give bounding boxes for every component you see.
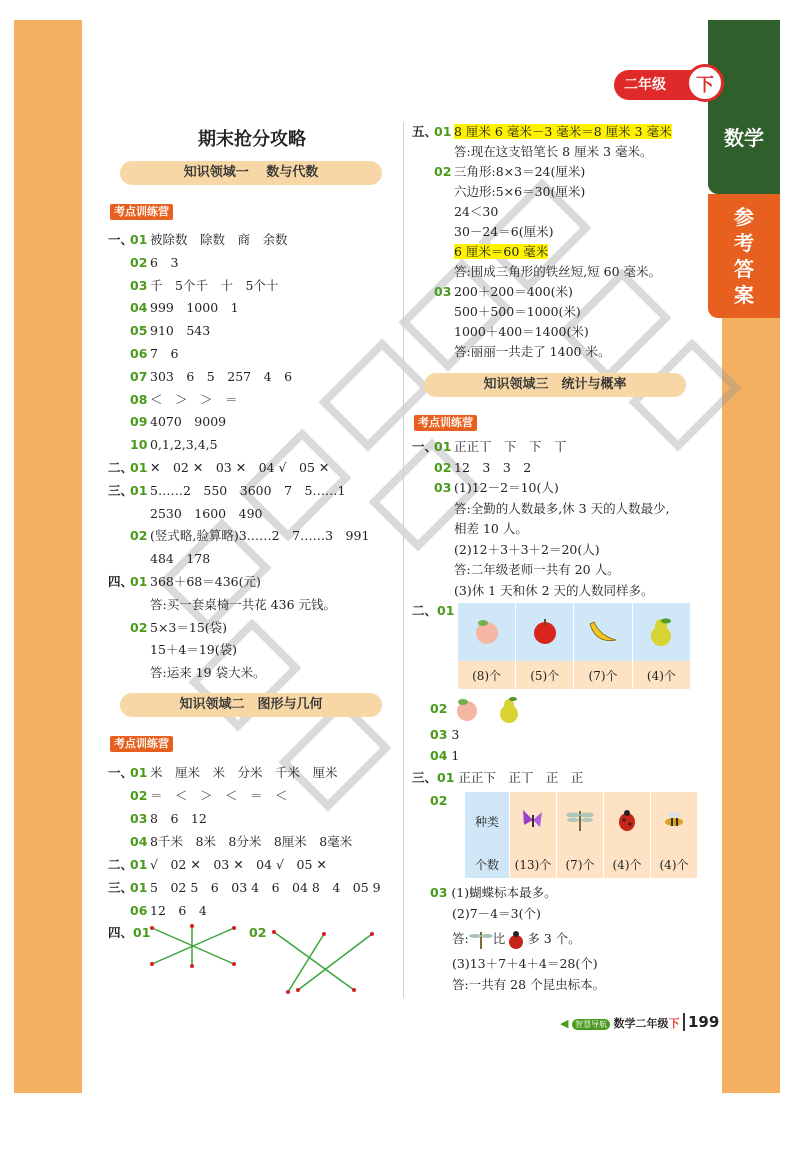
question-number: 01 bbox=[130, 482, 148, 498]
pear-icon bbox=[495, 694, 523, 724]
answer-text: √ 02 ✕ 03 ✕ 04 √ 05 ✕ bbox=[150, 857, 327, 872]
question-row bbox=[430, 699, 447, 719]
answer-text: (竖式略,验算略)3……2 7……3 991 bbox=[150, 528, 370, 544]
banana-icon bbox=[586, 616, 620, 646]
answer-text: (2)12＋3＋3＋2＝20(人) bbox=[454, 541, 600, 557]
answer-line bbox=[108, 784, 398, 807]
grade-pill: 二年级 bbox=[614, 70, 714, 100]
question-number: 02 bbox=[434, 459, 452, 475]
answer-text: 答:丽丽一共走了 1400 米。 bbox=[454, 344, 611, 359]
question-number: 01 bbox=[434, 124, 452, 139]
answer-line bbox=[108, 617, 398, 640]
question-number: 02 bbox=[430, 793, 448, 808]
question-number: 04 bbox=[430, 748, 448, 763]
answer-text: 三角形:8×3＝24(厘米) bbox=[454, 164, 586, 179]
fruit-count: (8)个 bbox=[458, 661, 516, 689]
answer-text: 5……2 550 3600 7 5……1 bbox=[150, 482, 346, 498]
answer-line bbox=[108, 389, 398, 412]
answer-line bbox=[108, 343, 398, 366]
answer-text: (1)蝴蝶标本最多。 bbox=[451, 885, 557, 900]
question-number: 02 bbox=[434, 164, 452, 179]
answer-line bbox=[108, 761, 398, 784]
question-number: 01 bbox=[437, 603, 455, 618]
answer-text: 多 3 个。 bbox=[527, 931, 581, 946]
answer-text: 15＋4＝19(袋) bbox=[150, 642, 238, 658]
section-tag: 考点训练营 bbox=[110, 736, 173, 752]
answer-text: 被除数 除数 商 余数 bbox=[150, 232, 288, 247]
answer-text: 303 6 5 257 4 6 bbox=[150, 368, 293, 384]
answer-text: 8 6 12 bbox=[150, 811, 207, 826]
question-number: 03 bbox=[434, 284, 452, 299]
answer-line bbox=[108, 320, 398, 343]
right-margin-bar bbox=[722, 300, 780, 1093]
answer-line bbox=[108, 594, 398, 617]
answer-text: 6 厘米＝60 毫米 bbox=[454, 244, 549, 259]
answer-line bbox=[108, 899, 398, 922]
answer-text: 答:运来 19 袋大米。 bbox=[150, 665, 266, 681]
question-number: 01 bbox=[130, 459, 148, 475]
fruit-count: (7)个 bbox=[574, 661, 633, 689]
question-row bbox=[430, 746, 459, 766]
answer-line bbox=[108, 662, 398, 685]
question-number: 01 bbox=[434, 439, 452, 454]
line-drawing-1 bbox=[148, 922, 238, 970]
answer-line bbox=[412, 540, 712, 561]
question-head: 三、 bbox=[108, 880, 134, 895]
answer-line bbox=[412, 202, 712, 222]
dragonfly-icon bbox=[469, 930, 493, 950]
answer-line bbox=[108, 457, 398, 480]
answer-text: 500＋500＝1000(米) bbox=[454, 304, 581, 319]
section-tag: 考点训练营 bbox=[414, 415, 477, 431]
answer-text: 答: bbox=[452, 931, 469, 946]
question-number: 01 bbox=[130, 765, 148, 780]
answer-text: 答:买一套桌椅一共花 436 元钱。 bbox=[150, 596, 337, 612]
insect-count: (4)个 bbox=[651, 850, 698, 878]
answer-line bbox=[108, 571, 398, 594]
question-number: 01 bbox=[130, 857, 148, 872]
answer-text: 24＜30 bbox=[454, 204, 499, 219]
question-number: 03 bbox=[430, 727, 448, 742]
question-number: 03 bbox=[434, 480, 452, 495]
question-number: 01 bbox=[130, 232, 148, 247]
answer-text: 7 6 bbox=[150, 345, 179, 361]
question-head: 二、 bbox=[412, 603, 438, 618]
question-head: 一、 bbox=[108, 232, 134, 247]
answer-text: 4070 9009 bbox=[150, 414, 227, 430]
question-number: 01 bbox=[133, 925, 151, 940]
question-number: 03 bbox=[430, 885, 448, 900]
answers-block-2 bbox=[108, 761, 398, 922]
answer-line bbox=[108, 830, 398, 853]
answer-text: 六边形:5×6＝30(厘米) bbox=[454, 184, 586, 199]
question-number: 03 bbox=[130, 811, 148, 826]
question-number: 02 bbox=[130, 619, 148, 635]
answer-line bbox=[412, 342, 712, 362]
insect-table bbox=[465, 792, 697, 878]
fruit-table bbox=[458, 603, 690, 689]
answer-text: 答:全勤的人数最多,休 3 天的人数最少, bbox=[454, 500, 670, 516]
answer-text: 30－24＝6(厘米) bbox=[454, 224, 554, 239]
bee-icon bbox=[661, 808, 687, 832]
answer-line bbox=[108, 480, 398, 503]
page-title: 期末抢分攻略 bbox=[198, 129, 306, 150]
answer-text: 2530 1600 490 bbox=[150, 505, 263, 521]
section-banner: 知识领域三 统计与概率 bbox=[424, 373, 686, 397]
answer-line bbox=[412, 478, 712, 499]
answer-line bbox=[412, 122, 712, 142]
question-row bbox=[412, 601, 454, 621]
answer-line bbox=[412, 519, 712, 540]
ladybug-icon bbox=[505, 930, 527, 950]
question-head: 一、 bbox=[108, 765, 134, 780]
insect-count: (13)个 bbox=[510, 850, 557, 878]
answer-text: 相差 10 人。 bbox=[454, 521, 528, 536]
answer-text: 200＋200＝400(米) bbox=[454, 284, 573, 299]
answer-line bbox=[412, 182, 712, 202]
question-number: 03 bbox=[130, 277, 148, 293]
question-head: 一、 bbox=[412, 439, 438, 454]
answer-line bbox=[108, 229, 398, 252]
question-number: 09 bbox=[130, 414, 148, 430]
answers-block-4 bbox=[412, 437, 712, 601]
question-number: 04 bbox=[130, 834, 148, 849]
answer-line bbox=[412, 437, 712, 458]
answer-text: (3)休 1 天和休 2 天的人数同样多。 bbox=[454, 582, 654, 598]
question-number: 01 bbox=[130, 880, 148, 895]
answer-text: 3 bbox=[451, 727, 460, 742]
answer-text: 5×3＝15(袋) bbox=[150, 619, 228, 635]
answer-text: (2)7－4＝3(个) bbox=[452, 906, 541, 921]
answer-label: 参考答案 bbox=[734, 205, 754, 307]
answer-text: (1)12－2＝10(人) bbox=[454, 480, 559, 495]
answer-line bbox=[412, 302, 712, 322]
answer-text: 米 厘米 米 分米 千米 厘米 bbox=[150, 765, 338, 780]
volume-badge: 下 bbox=[686, 64, 724, 102]
question-number: 07 bbox=[130, 368, 148, 384]
pear-icon bbox=[646, 615, 676, 647]
section-tag: 考点训练营 bbox=[110, 204, 173, 220]
question-head: 五、 bbox=[412, 124, 438, 139]
answer-line bbox=[412, 242, 712, 262]
answer-line bbox=[108, 411, 398, 434]
answer-line bbox=[108, 366, 398, 389]
answer-line bbox=[412, 142, 712, 162]
column-divider bbox=[403, 122, 404, 998]
fruit-count: (5)个 bbox=[516, 661, 574, 689]
answer-line bbox=[108, 639, 398, 662]
question-number: 02 bbox=[249, 925, 267, 940]
answer-text: 千 5个千 十 5个十 bbox=[150, 277, 279, 293]
answer-line bbox=[108, 434, 398, 457]
subject-label: 数学 bbox=[724, 126, 764, 150]
row-header: 个数 bbox=[465, 850, 510, 878]
answer-text: 1000＋400＝1400(米) bbox=[454, 324, 589, 339]
answer-text: 1 bbox=[451, 748, 460, 763]
question-number: 01 bbox=[130, 573, 148, 589]
question-number: 06 bbox=[130, 345, 148, 361]
question-row bbox=[430, 883, 557, 903]
answer-line bbox=[108, 853, 398, 876]
answer-line bbox=[108, 252, 398, 275]
question-number: 02 bbox=[130, 254, 148, 270]
subject-tab bbox=[708, 20, 780, 194]
footer-text: 数学二年级 bbox=[613, 1017, 669, 1030]
answer-text: 368＋68＝436(元) bbox=[150, 573, 261, 589]
answer-text: 999 1000 1 bbox=[150, 300, 239, 316]
answer-text: 8 厘米 6 毫米－3 毫米＝8 厘米 3 毫米 bbox=[454, 124, 672, 139]
row-header: 种类 bbox=[465, 792, 510, 850]
answer-line bbox=[412, 322, 712, 342]
question-number: 04 bbox=[130, 300, 148, 316]
answer-line bbox=[108, 548, 398, 571]
line-drawing-2 bbox=[268, 926, 378, 996]
question-head: 三、 bbox=[108, 482, 134, 498]
question-head: 三、 bbox=[412, 770, 438, 785]
arrow-left-icon: ◀ bbox=[560, 1017, 569, 1030]
answer-line bbox=[108, 503, 398, 526]
answer-text: 5 02 5 6 03 4 6 04 8 4 05 9 bbox=[150, 880, 381, 895]
answer-line bbox=[108, 275, 398, 298]
answer-line bbox=[412, 282, 712, 302]
question-head: 二、 bbox=[108, 459, 134, 475]
answer-text: 0,1,2,3,4,5 bbox=[150, 437, 218, 453]
question-number: 02 bbox=[430, 701, 448, 716]
answers-block-1 bbox=[108, 229, 398, 685]
answer-line bbox=[412, 581, 712, 602]
answer-text: 12 6 4 bbox=[150, 903, 207, 918]
question-head: 四、 bbox=[108, 573, 134, 589]
answer-text: 6 3 bbox=[150, 254, 179, 270]
answer-text: ＝ ＜ ＞ ＜ ＝ ＜ bbox=[150, 788, 288, 803]
insect-count: (7)个 bbox=[557, 850, 604, 878]
answer-line bbox=[108, 876, 398, 899]
question-row bbox=[430, 725, 459, 745]
answer-text: 答:现在这支铅笔长 8 厘米 3 毫米。 bbox=[454, 144, 653, 159]
question-number: 08 bbox=[130, 391, 148, 407]
answer-line bbox=[412, 560, 712, 581]
fruit-count: (4)个 bbox=[632, 661, 690, 689]
answer-line bbox=[412, 162, 712, 182]
answer-text: 答:围成三角形的铁丝短,短 60 毫米。 bbox=[454, 264, 662, 279]
brand-badge: 智慧导航 bbox=[572, 1019, 610, 1030]
question-number: 05 bbox=[130, 323, 148, 339]
answer-text: 8千米 8米 8分米 8厘米 8毫米 bbox=[150, 834, 353, 849]
question-number: 02 bbox=[130, 788, 148, 803]
question-number: 02 bbox=[130, 528, 148, 544]
question-row bbox=[108, 923, 150, 943]
page-footer bbox=[560, 1012, 719, 1032]
question-head: 二、 bbox=[108, 857, 134, 872]
question-row bbox=[452, 929, 581, 949]
answer-text: 12 3 3 2 bbox=[454, 459, 532, 475]
answer-line bbox=[108, 297, 398, 320]
answer-text: (3)13＋7＋4＋4＝28(个) bbox=[452, 956, 598, 971]
answer-text: ＜ ＞ ＞ ＝ bbox=[150, 391, 238, 407]
question-row bbox=[412, 768, 583, 788]
answer-line bbox=[108, 807, 398, 830]
answer-line bbox=[412, 458, 712, 479]
answer-text: 答:二年级老师一共有 20 人。 bbox=[454, 562, 620, 577]
answer-line bbox=[412, 499, 712, 520]
page-number: 199 bbox=[683, 1013, 719, 1031]
answer-tab bbox=[708, 194, 780, 318]
section-banner: 知识领域二 图形与几何 bbox=[120, 693, 382, 717]
question-number: 10 bbox=[130, 437, 148, 453]
answer-text: ✕ 02 ✕ 03 ✕ 04 √ 05 ✕ bbox=[150, 459, 330, 475]
answer-text: 910 543 bbox=[150, 323, 211, 339]
peach-icon bbox=[453, 696, 481, 722]
answer-text: 正正丅 下 下 丅 bbox=[454, 439, 567, 454]
peach-icon bbox=[472, 616, 502, 646]
butterfly-icon bbox=[520, 807, 546, 833]
answer-text: 答:一共有 28 个昆虫标本。 bbox=[452, 977, 606, 992]
answer-line bbox=[108, 525, 398, 548]
answer-text: 比 bbox=[492, 931, 506, 946]
apple-icon bbox=[530, 616, 560, 646]
answer-line bbox=[412, 222, 712, 242]
answer-text: 正正下 正丅 正 正 bbox=[458, 770, 584, 785]
insect-count: (4)个 bbox=[604, 850, 651, 878]
answers-block-3 bbox=[412, 122, 712, 362]
left-margin-bar bbox=[14, 20, 82, 1093]
footer-volume: 下 bbox=[668, 1017, 680, 1030]
question-number: 01 bbox=[437, 770, 455, 785]
ladybug-icon bbox=[615, 807, 639, 833]
answer-line bbox=[412, 262, 712, 282]
question-number: 06 bbox=[130, 903, 148, 918]
dragonfly-icon bbox=[565, 807, 595, 833]
question-head: 四、 bbox=[108, 925, 134, 940]
section-banner: 知识领域一 数与代数 bbox=[120, 161, 382, 185]
answer-text: 484 178 bbox=[150, 551, 211, 567]
